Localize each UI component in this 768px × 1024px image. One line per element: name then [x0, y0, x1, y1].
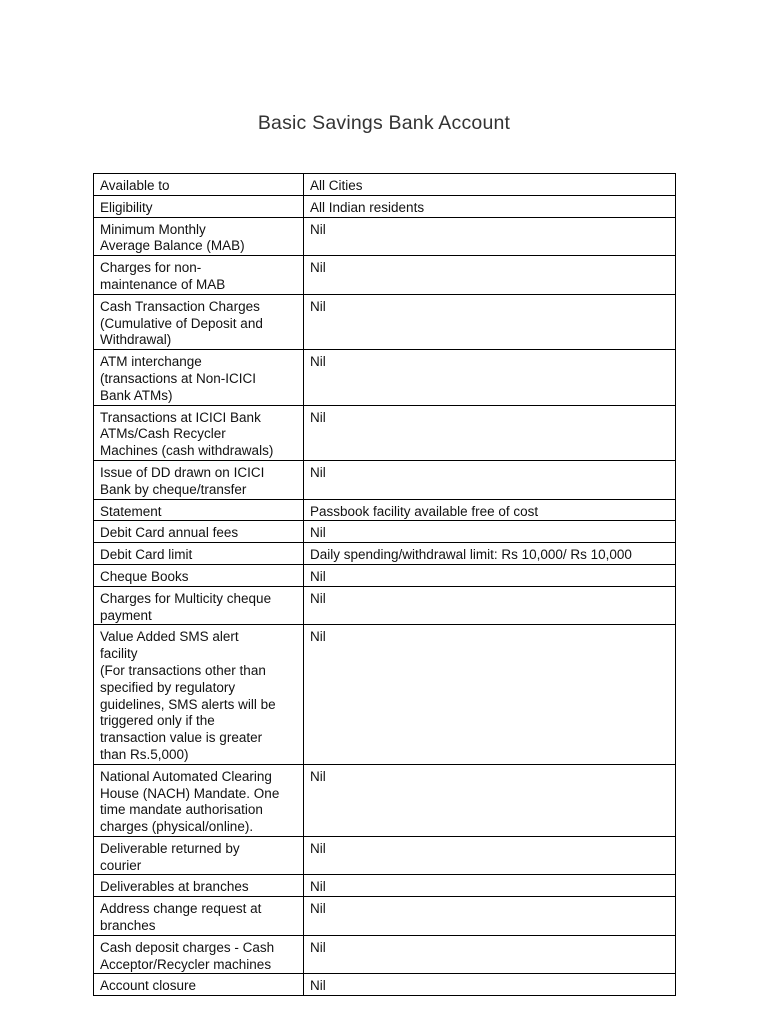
row-label: ATM interchange (transactions at Non-ICICI Bank ATMs): [94, 350, 304, 405]
table-row: [94, 764, 676, 836]
row-value: Nil: [304, 897, 676, 936]
row-label: Address change request at branches: [94, 897, 304, 936]
row-label: Charges for Multicity cheque payment: [94, 586, 304, 625]
row-value: Daily spending/withdrawal limit: Rs 10,000/ Rs 10,000: [304, 543, 676, 565]
row-value: Nil: [304, 564, 676, 586]
row-label: Cash deposit charges - Cash Acceptor/Recycler machines: [94, 935, 304, 974]
row-value: Nil: [304, 935, 676, 974]
table-row: [94, 350, 676, 405]
row-label: Cash Transaction Charges (Cumulative of Deposit and Withdrawal): [94, 294, 304, 349]
document-title: Basic Savings Bank Account: [257, 112, 511, 134]
table-row: [94, 974, 676, 996]
table-row: [94, 521, 676, 543]
row-value: Nil: [304, 217, 676, 256]
row-label: Debit Card annual fees: [94, 521, 304, 543]
row-value: All Cities: [304, 174, 676, 196]
table-row: [94, 256, 676, 295]
table-row: [94, 897, 676, 936]
table-row: [94, 564, 676, 586]
row-value: Nil: [304, 586, 676, 625]
row-label: Statement: [94, 499, 304, 521]
row-value: Nil: [304, 625, 676, 764]
row-value: Nil: [304, 974, 676, 996]
table-row: [94, 174, 676, 196]
row-label: Value Added SMS alert facility (For transactions other than specified by regulatory guidelines, SMS alerts will be triggered only if the transaction value is greater than Rs.5,000): [94, 625, 304, 764]
row-value: Nil: [304, 836, 676, 875]
row-label: Account closure: [94, 974, 304, 996]
row-value: Nil: [304, 294, 676, 349]
row-label: Transactions at ICICI Bank ATMs/Cash Recycler Machines (cash withdrawals): [94, 405, 304, 460]
account-features-table: [93, 173, 676, 996]
row-value: Nil: [304, 521, 676, 543]
row-value: All Indian residents: [304, 195, 676, 217]
row-label: Deliverable returned by courier: [94, 836, 304, 875]
row-label: Minimum Monthly Average Balance (MAB): [94, 217, 304, 256]
row-value: Nil: [304, 256, 676, 295]
row-label: National Automated Clearing House (NACH) Mandate. One time mandate authorisation charges (physical/online).: [94, 764, 304, 836]
row-label: Cheque Books: [94, 564, 304, 586]
table-row: [94, 836, 676, 875]
table-row: [94, 625, 676, 764]
table-row: [94, 875, 676, 897]
table-row: [94, 195, 676, 217]
table-row: [94, 405, 676, 460]
row-value: Passbook facility available free of cost: [304, 499, 676, 521]
row-label: Debit Card limit: [94, 543, 304, 565]
table-row: [94, 499, 676, 521]
row-label: Eligibility: [94, 195, 304, 217]
row-label: Available to: [94, 174, 304, 196]
row-label: Issue of DD drawn on ICICI Bank by cheque/transfer: [94, 460, 304, 499]
table-row: [94, 935, 676, 974]
row-value: Nil: [304, 460, 676, 499]
row-value: Nil: [304, 405, 676, 460]
table-row: [94, 586, 676, 625]
row-value: Nil: [304, 350, 676, 405]
row-label: Charges for non- maintenance of MAB: [94, 256, 304, 295]
table-row: [94, 217, 676, 256]
table-row: [94, 294, 676, 349]
table-row: [94, 543, 676, 565]
row-value: Nil: [304, 875, 676, 897]
table-body: [94, 174, 676, 996]
row-value: Nil: [304, 764, 676, 836]
row-label: Deliverables at branches: [94, 875, 304, 897]
table-row: [94, 460, 676, 499]
